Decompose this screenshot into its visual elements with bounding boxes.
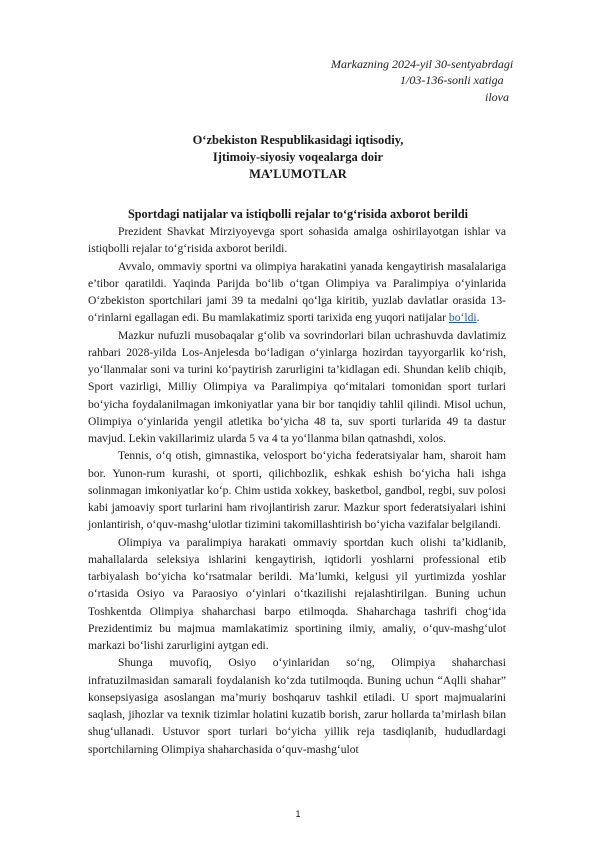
- paragraph-4: [88, 447, 506, 533]
- source-link[interactable]: bo‘ldi: [448, 311, 477, 325]
- paragraph-3: [88, 327, 506, 448]
- annex-line-1: Markazning 2024-yil 30-sentyabrdagi: [331, 57, 514, 71]
- paragraph-tail: .: [476, 311, 480, 325]
- paragraph-1: [88, 223, 506, 258]
- paragraph-text: Tennis, o‘q otish, gimnastika, velosport bo‘yicha federatsiyalar ham, sharoit ham bor. Yunon-rum kurashi, ot sporti, qilichbozlik, eshkak eshish bo‘yicha hali ishga solinmagan imkoniyatlar ko‘p. Chim ustida xokkey, basketbol, gandbol, regbi, suv polosi kabi jamoaviy sport turlarini ham rivojlantirish zarur. Mazkur sport federatsiyalari ishini jonlantirish, o‘quv-mashg‘ulotlar tizimini takomillashtirish bo‘yicha vazifalar belgilandi.: [88, 449, 506, 532]
- paragraph-text: Avvalo, ommaviy sportni va olimpiya harakatini yanada kengaytirish masalalariga e’tibor qaratildi. Yaqinda Parijda bo‘lib o‘tgan Olimpiya va Paralimpiya o‘yinlarida O‘zbekiston sportchilari jami 39 ta medalni qo‘lga kiritib, yuzlab davlatlar orasida 13-o‘rinlarni egallagan edi. Bu mamlakatimiz sporti tarixida eng yuqori natijalar: [88, 259, 506, 325]
- annex-line-3: ilova: [485, 90, 509, 104]
- paragraph-6: [88, 654, 506, 758]
- annex-line-2: 1/03-136-sonli xatiga: [400, 73, 504, 87]
- heading-title: MA’LUMOTLAR: [249, 167, 347, 181]
- section-title: Sportdagi natijalar va istiqbolli rejalar to‘g‘risida axborot berildi: [127, 207, 469, 221]
- paragraph-5: [88, 534, 506, 655]
- page-number: 1: [295, 809, 301, 819]
- paragraph-text: Olimpiya va paralimpiya harakati ommaviy sportdan kuch olishi ta’kidlanib, mahallalarda seleksiya ishlarini kengaytirish, iqtidorli yoshlarni professional etib tarbiyalash bo‘yicha ko‘rsatmalar berildi. Ma’lumki, kelgusi yil yurtimizda yoshlar o‘rtasida Osiyo va Paraosiyo o‘yinlari o‘tkazilishi rejalashtirilgan. Buning uchun Toshkentda Olimpiya shaharchasi barpo etilmoqda. Shaharchaga tashrifi chog‘ida Prezidentimiz bu majmua mamlakatimiz sportining ilmiy, amaliy, o‘quv-mashg‘ulot markazi bo‘lishi zarurligini aytgan edi.: [88, 535, 506, 652]
- paragraph-2: [88, 258, 506, 327]
- heading-line-2: Ijtimoiy-siyosiy voqealarga doir: [212, 150, 384, 164]
- paragraph-text: Prezident Shavkat Mirziyoyevga sport sohasida amalga oshirilayotgan ishlar va istiqbolli rejalar to‘g‘risida axborot berildi.: [88, 225, 506, 256]
- heading-line-1: O‘zbekiston Respublikasidagi iqtisodiy,: [192, 133, 404, 147]
- body-text: [88, 223, 506, 758]
- paragraph-text: Shunga muvofiq, Osiyo o‘yinlaridan so‘ng, Olimpiya shaharchasi infratuzilmasidan samarali foydalanish ko‘zda tutilmoqda. Buning uchun “Aqlli shahar” konsepsiyasiga asoslangan ma’muriy boshqaruv tashkil etiladi. U sport majmualarini saqlash, jihozlar va texnik tizimlar holatini kuzatib borish, zarur hollarda ta’mirlash bilan shug‘ullanadi. Ustuvor sport turlari bo‘yicha yillik reja tasdiqlanib, hududlardagi sportchilarning Olimpiya shaharchasida o‘quv-mashg‘ulot: [88, 656, 506, 756]
- paragraph-text: Mazkur nufuzli musobaqalar g‘olib va sovrindorlari bilan uchrashuvda davlatimiz rahbari 2028-yilda Los-Anjelesda bo‘ladigan o‘yinlarga hozirdan tayyorgarlik ko‘rish, yo‘llanmalar soni va turini ko‘paytirish zarurligini ta’kidlagan edi. Shundan kelib chiqib, Sport vazirligi, Milliy Olimpiya va Paralimpiya qo‘mitalari tomonidan sport turlari bo‘yicha foydalanilmagan imkoniyatlar yana bir bor tanqidiy tahlil qilindi. Misol uchun, Olimpiya o‘yinlarida yengil atletika bo‘yicha 48 ta, suv sporti turlarida 49 ta dastur mavjud. Lekin vakillarimiz ularda 5 va 4 ta yo‘llanma bilan qatnashdi, xolos.: [88, 328, 506, 445]
